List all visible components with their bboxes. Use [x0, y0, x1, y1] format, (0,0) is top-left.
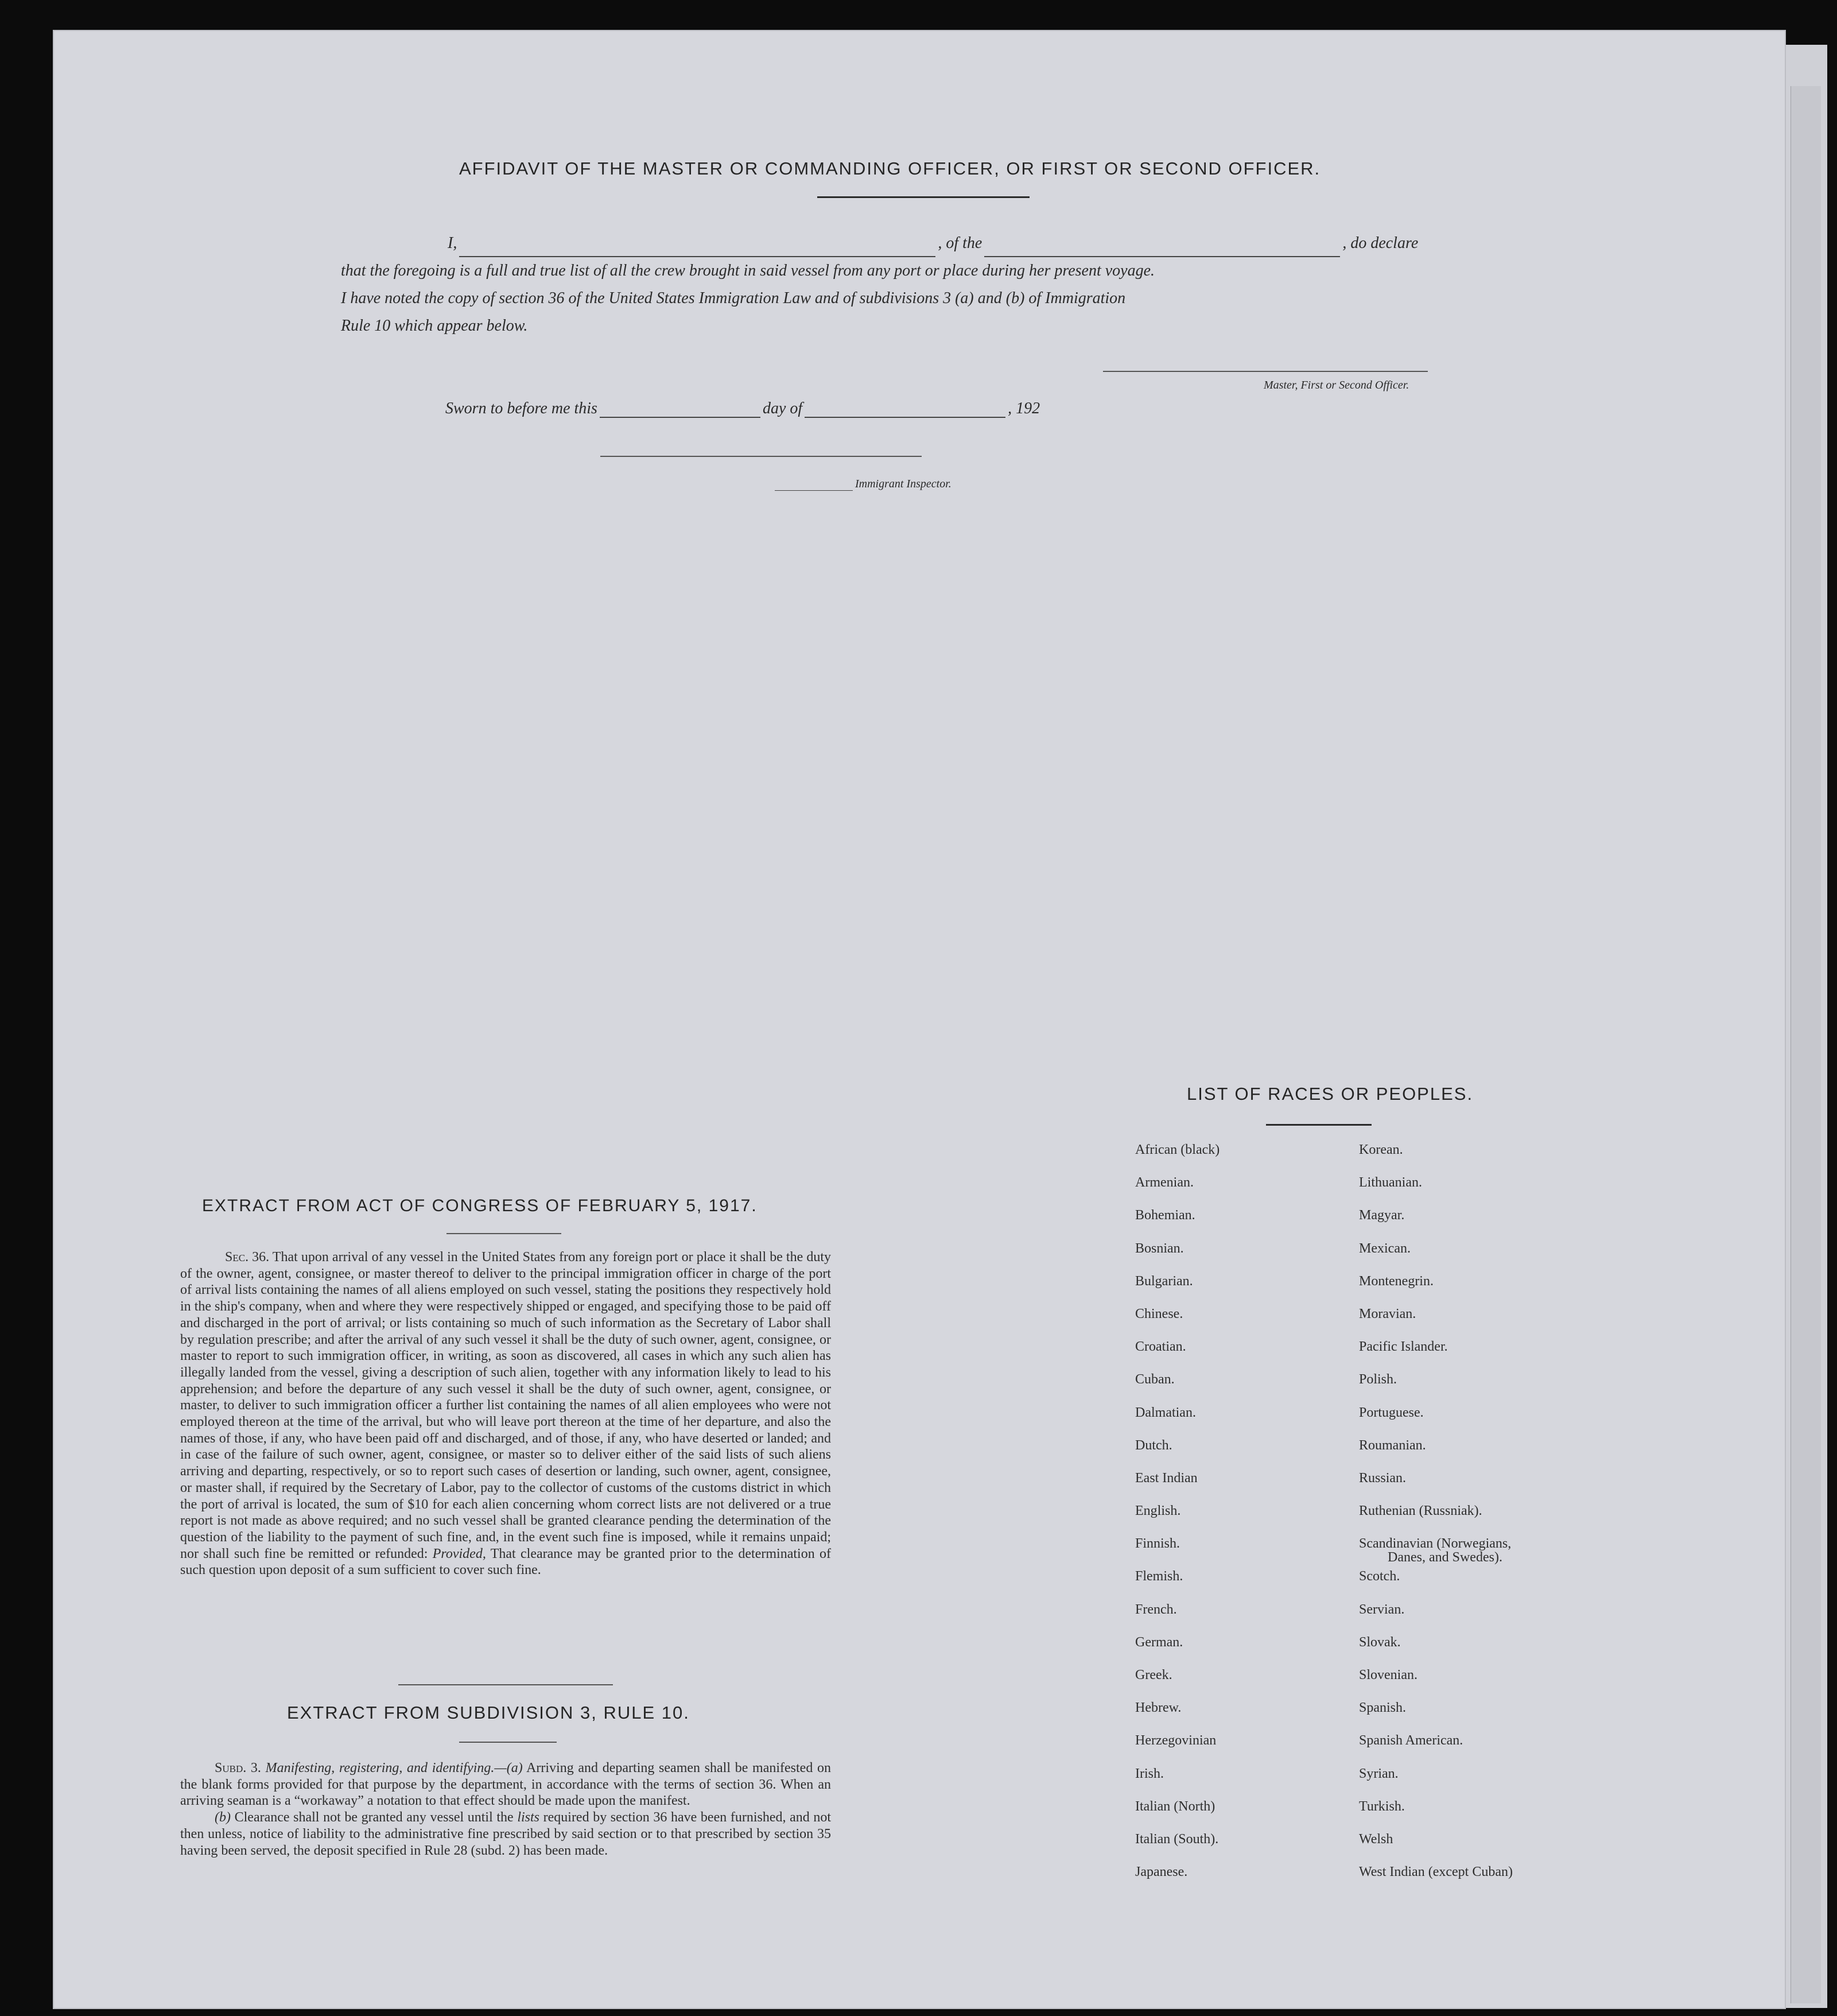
declaration-i: I, — [448, 234, 457, 252]
rule-10-text — [180, 1760, 831, 1859]
race-row — [1135, 1569, 1594, 1602]
race-row — [1135, 1832, 1594, 1864]
race-left: Armenian. — [1135, 1175, 1194, 1191]
race-row — [1135, 1503, 1594, 1536]
subd-b-mark: (b) — [215, 1810, 231, 1825]
subd-heading: Manifesting, registering, and identifying. — [265, 1761, 495, 1775]
race-right: Lithuanian. — [1359, 1175, 1422, 1191]
declaration-line-3: I have noted the copy of section 36 of the United States Immigration Law and of subdivisions 3 (a) and (b) of Immigration — [341, 289, 1126, 307]
race-right: Spanish American. — [1359, 1733, 1463, 1749]
race-right: Pacific Islander. — [1359, 1339, 1448, 1355]
races-title-rule — [1266, 1124, 1372, 1126]
race-row — [1135, 1142, 1594, 1175]
race-row — [1135, 1864, 1594, 1897]
race-right: Spanish. — [1359, 1700, 1407, 1716]
subd-b-lists: lists — [517, 1810, 539, 1825]
race-right: Portuguese. — [1359, 1405, 1424, 1420]
race-left: English. — [1135, 1503, 1181, 1519]
race-row — [1135, 1339, 1594, 1372]
race-row — [1135, 1536, 1594, 1569]
inspector-signature-line[interactable] — [600, 456, 922, 457]
race-left: East Indian — [1135, 1470, 1198, 1486]
declaration-line-4: Rule 10 which appear below. — [341, 317, 528, 335]
declaration-line-2: that the foregoing is a full and true list of all the crew brought in said vessel from any port or place during her present voyage. — [341, 262, 1155, 280]
affidavit-title-rule — [817, 196, 1030, 198]
section-36-text — [180, 1249, 831, 1579]
race-left: Finnish. — [1135, 1536, 1180, 1552]
race-right: West Indian (except Cuban) — [1359, 1864, 1513, 1880]
race-left: Dalmatian. — [1135, 1405, 1196, 1420]
vessel-name-field[interactable] — [984, 239, 1340, 257]
act-extract-title: EXTRACT FROM ACT OF CONGRESS OF FEBRUARY 5, 1917. — [202, 1196, 758, 1215]
section-36-label: Sec. 36. — [225, 1250, 270, 1265]
sworn-day-field[interactable] — [600, 400, 760, 418]
race-row — [1135, 1306, 1594, 1339]
inspector-label: Immigrant Inspector. — [855, 478, 951, 490]
race-row — [1135, 1471, 1594, 1503]
race-right: Mexican. — [1359, 1240, 1411, 1256]
signature-line[interactable] — [1103, 371, 1428, 372]
subd-label: Subd. 3. — [215, 1761, 261, 1775]
subd-b-text-1: Clearance shall not be granted any vessel until the — [234, 1810, 514, 1825]
race-left: Bulgarian. — [1135, 1273, 1193, 1289]
section-divider — [398, 1684, 613, 1685]
race-right: Korean. — [1359, 1142, 1403, 1157]
race-left: French. — [1135, 1602, 1177, 1617]
race-right: Servian. — [1359, 1602, 1405, 1617]
subd-a-text: Arriving and departing seamen shall be manifested on the blank forms provided for that purpose by the department, in accordance with the terms of section 36. When an arriving seaman is a “workaway” a notation to that effect should be made upon the manifest. — [180, 1761, 831, 1809]
declaration-do-declare: , do declare — [1342, 234, 1419, 252]
subd-b-paragraph — [180, 1809, 831, 1859]
race-left: Hebrew. — [1135, 1700, 1182, 1716]
race-row — [1135, 1602, 1594, 1635]
race-left: Croatian. — [1135, 1339, 1186, 1355]
rule-extract-title: EXTRACT FROM SUBDIVISION 3, RULE 10. — [287, 1703, 690, 1723]
race-row — [1135, 1635, 1594, 1668]
section-36-body: That upon arrival of any vessel in the United States from any foreign port or place it shall be the duty of the owner, agent, consignee, or master thereof to deliver to the principal immigration officer in charge of the port of arrival lists containing the names of all aliens employed on such vessel, stating the positions they respectively hold in the ship's company, when and where they were respectively shipped or engaged, and specifying those to be paid off and discharged in the port of arrival; or lists containing so much of such information as the Secretary of Labor shall by regulation prescribe; and after the arrival of any such vessel it shall be the duty of such owner, agent, consignee, or master to report to such immigration officer, in writing, as soon as discovered, all cases in which any such alien has illegally landed from the vessel, giving a description of such alien, together with any information likely to lead to his apprehension; and before the departure of any such vessel it shall be the duty of such owner, agent, consignee, or master, to deliver to such immigration officer a further list containing the names of all alien employees who were not employed thereon at the time of the arrival, but who will leave port thereon at the time of her departure, and also the names of those, if any, who have been paid off and discharged, and of those, if any, who have deserted or landed; and in case of the failure of such owner, agent, consignee, or master so to deliver either of the said lists of such aliens arriving and departing, respectively, or so to report such cases of desertion or landing, such owner, agent, consignee, or master shall, if required by the Secretary of Labor, pay to the collector of customs of the customs district in which the port of arrival is located, the sum of $10 for each alien concerning whom correct lists are not delivered or a true report is not made as above required; and no such vessel shall be granted clearance pending the determination of the question of the liability to the payment of such fine, and, in the event such fine is imposed, while it remains unpaid; nor shall such fine be remitted or refunded: — [180, 1250, 831, 1561]
race-right: Ruthenian (Russniak). — [1359, 1503, 1482, 1519]
race-row — [1135, 1175, 1594, 1208]
races-list — [1135, 1142, 1594, 1897]
race-left: Cuban. — [1135, 1372, 1175, 1387]
race-row — [1135, 1799, 1594, 1832]
race-left: Chinese. — [1135, 1306, 1183, 1321]
race-row — [1135, 1668, 1594, 1700]
section-36-body-end: That clearance may be granted prior to the determination of such question upon deposit of a sum sufficient to cover such fine. — [180, 1546, 832, 1578]
subd-b-text-2: required by section 36 have been furnished, and not then unless, notice of liability to the administrative fine prescribed by said section or to that prescribed by section 35 having been served, the deposit specified in Rule 28 (subd. 2) has been made. — [180, 1810, 832, 1858]
inspector-name-field[interactable] — [775, 479, 853, 491]
affidavit-title: AFFIDAVIT OF THE MASTER OR COMMANDING OFFICER, OR FIRST OR SECOND OFFICER. — [459, 158, 1321, 179]
race-left: African (black) — [1135, 1142, 1220, 1157]
race-right: Scandinavian (Norwegians, — [1359, 1536, 1512, 1552]
race-right: Slovak. — [1359, 1634, 1401, 1650]
race-left: Herzegovinian — [1135, 1733, 1217, 1749]
race-right: Moravian. — [1359, 1306, 1416, 1321]
signature-label: Master, First or Second Officer. — [1264, 379, 1409, 391]
race-row — [1135, 1700, 1594, 1733]
race-left: German. — [1135, 1634, 1183, 1650]
race-left: Flemish. — [1135, 1569, 1183, 1584]
race-right: Montenegrin. — [1359, 1273, 1434, 1289]
section-36-provided: Provided, — [432, 1546, 486, 1561]
race-right: Magyar. — [1359, 1208, 1405, 1223]
declaration-block — [341, 230, 1461, 340]
subd-a-paragraph — [180, 1760, 831, 1809]
race-row — [1135, 1372, 1594, 1405]
race-right: Syrian. — [1359, 1766, 1399, 1781]
sworn-month-field[interactable] — [805, 400, 1005, 418]
race-left: Italian (South). — [1135, 1831, 1219, 1847]
race-right: Russian. — [1359, 1470, 1407, 1486]
race-left: Greek. — [1135, 1668, 1172, 1682]
race-right: Roumanian. — [1359, 1437, 1426, 1453]
race-row — [1135, 1274, 1594, 1306]
declaration-of-the: , of the — [938, 234, 982, 252]
race-row — [1135, 1405, 1594, 1438]
subd-a-mark: —(a) — [494, 1761, 523, 1775]
race-right: Polish. — [1359, 1372, 1397, 1387]
race-left: Japanese. — [1135, 1864, 1188, 1880]
master-name-field[interactable] — [459, 239, 935, 257]
race-left: Bosnian. — [1135, 1240, 1184, 1256]
race-right: Scotch. — [1359, 1569, 1400, 1584]
act-extract-rule — [446, 1233, 561, 1234]
sworn-day-of: day of — [762, 400, 803, 417]
sworn-prefix: Sworn to before me this — [445, 400, 597, 417]
race-left: Dutch. — [1135, 1437, 1172, 1453]
race-right: Turkish. — [1359, 1798, 1405, 1814]
race-right: Welsh — [1359, 1831, 1393, 1847]
inspector-block — [772, 478, 951, 491]
race-row — [1135, 1733, 1594, 1766]
race-row — [1135, 1208, 1594, 1240]
race-left: Irish. — [1135, 1766, 1164, 1781]
race-left: Italian (North) — [1135, 1798, 1215, 1814]
races-title: LIST OF RACES OR PEOPLES. — [1187, 1084, 1474, 1104]
race-right: Slovenian. — [1359, 1668, 1417, 1682]
sworn-line — [445, 400, 1040, 418]
race-row — [1135, 1766, 1594, 1799]
race-row — [1135, 1438, 1594, 1471]
race-right-continuation: Danes, and Swedes). — [1388, 1550, 1502, 1565]
race-row — [1135, 1241, 1594, 1274]
underlying-sheet-edge-inner — [1791, 86, 1821, 2003]
rule-extract-rule — [459, 1742, 557, 1743]
race-left: Bohemian. — [1135, 1208, 1195, 1223]
sworn-year: , 192 — [1008, 400, 1040, 417]
